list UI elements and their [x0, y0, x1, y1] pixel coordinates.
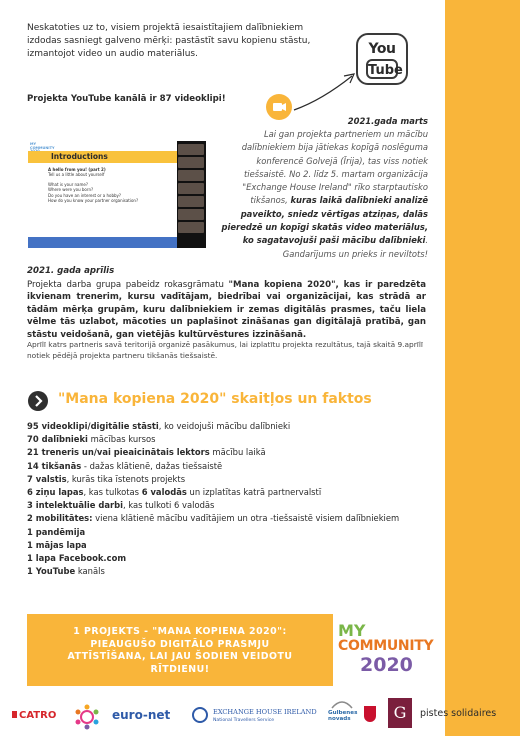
fact-item: 14 tikšanās - dažas klātienē, dažas tiešsaistē [27, 460, 223, 471]
euro-net-logo: euro-net [112, 708, 171, 722]
participant-thumbnail [178, 183, 204, 194]
chevron-right-icon [28, 391, 48, 411]
video-call-screenshot [28, 141, 206, 248]
youtube-logo-you: You [368, 41, 396, 57]
march-date: 2021.gada marts [347, 116, 428, 126]
slide-line-1: A hello from you! (part 2) [48, 167, 106, 172]
fact-item: 70 dalībnieki mācības kursos [27, 434, 156, 445]
curved-arrow-icon [292, 70, 364, 112]
participant-thumbnail [178, 209, 204, 220]
fact-item: 1 YouTube kanāls [27, 566, 105, 577]
my-community-2020-logo: MY COMMUNITY 2020 [338, 621, 434, 676]
slide-footer-strip [28, 237, 177, 248]
slide-body [48, 167, 173, 203]
intro-paragraph: Neskatoties uz to, visiem projektā iesaistītajiem dalībniekiem izdodas sasniegt galveno mērķi: pastāstīt savu kopienu stāstu, izmantojot video un audio materiālus. [27, 23, 311, 59]
fact-item: 1 pandēmija [27, 526, 86, 537]
g-emblem-logo: G [388, 698, 412, 728]
march-text-start: Lai gan projekta partneriem un mācību dalībniekiem bija jātiekas kopīgā noslēguma konferencē Golvejā (Īrija), tas viss notiek tiešsaistē. No 2. līdz 5. martam organizācija "Exchange House Ireland" rīko starptautisko tikšanos, [241, 129, 428, 206]
slide-logo: MY COMMUNITY [30, 142, 55, 150]
slide-bullet: Do you have an interest or a hobby? [48, 192, 122, 198]
april-text-start: Projekta darba grupa pabeidz rokasgrāmatu [27, 280, 229, 290]
april-note: Aprīlī katrs partneris savā teritorijā organizē pasākumus, lai izplatītu projekta rezultātus, tajā skaitā 9.aprīlī notiek pēdējā projekta partneru tikšanās tiešsaistē. [27, 340, 423, 360]
participant-thumbnails [178, 144, 204, 235]
pistes-solidaires-logo: pistes solidaires [420, 708, 497, 719]
project-banner [27, 614, 333, 686]
participant-thumbnail [178, 157, 204, 168]
fact-item: 21 treneris un/vai pieaicinātais lektors mācību laikā [27, 447, 266, 458]
april-paragraph [27, 279, 426, 341]
slide-bullet: How do you know your partner organisation? [48, 198, 139, 204]
fact-item: 3 intelektuālie darbi, kas tulkoti 6 valodās [27, 500, 215, 511]
youtube-count-heading: Projekta YouTube kanālā ir 87 videoklipi! [27, 94, 226, 104]
section-title: "Mana kopiena 2020" skaitļos un faktos [58, 391, 372, 407]
side-accent-bar [445, 0, 520, 736]
facts-list [27, 420, 447, 578]
community-center-logo [70, 700, 104, 736]
april-text-bold: "Mana kopiena 2020", kas ir paredzēta ikvienam trenerim, kursu vadītājam, biedrībai vai organizācijai, kas strādā ar tādām mērķa grupām, kuru dalībniekiem ir zemas digitālās prasmes, taču liela vēlme tās uzlabot, mācoties un paplašinot zināšanas gan digitālajā pratībā, gan stāstu veidošanā, gan vietējās kultūrvēstures izzināšanā. [27, 280, 426, 340]
gulbenes-novads-logo: Gulbenes novads [328, 698, 378, 732]
participant-thumbnail [178, 196, 204, 207]
catro-logo: CATRO [12, 710, 56, 721]
slide-bullet: What is your name? [48, 181, 88, 187]
fact-item: 6 ziņu lapas, kas tulkotas 6 valodās un izplatītas katrā partnervalstī [27, 487, 322, 498]
presentation-slide [28, 141, 177, 248]
march-paragraph [215, 128, 428, 261]
march-text-end: . Gandarījums un prieks ir neviltots! [282, 235, 428, 259]
partner-logos: CATRO euro-net EXCHANGE HOUSE IRELAND National Travellers Service Gulbenes novads G pistes solidaires [0, 698, 520, 734]
slide-bullet: Where were you born? [48, 187, 94, 193]
banner-text: 1 PROJEKTS - "MANA KOPIENA 2020": PIEAUGUŠO DIGITĀLO PRASMJU ATTĪSTĪŠANA, LAI JAU ŠODIEN VEIDOTU RĪTDIENU! [67, 626, 293, 675]
march-text-bold: kuras laikā dalībnieki analizē paveikto, sniedz vērtīgas atziņas, dalās pieredzē un kopīgi skatās video materiālus, ko sagatavojuši paši mācību dalībnieki [221, 195, 428, 246]
fact-item: 7 valstis, kurās tika īstenots projekts [27, 473, 186, 484]
april-date: 2021. gada aprīlis [27, 266, 115, 276]
youtube-logo-tube: Tube [366, 59, 398, 79]
slide-line-2: Tell us a little about yourself [48, 172, 105, 178]
fact-item: 1 mājas lapa [27, 539, 87, 550]
fact-item: 95 videoklipi/digitālie stāsti, ko veidojuši mācību dalībnieki [27, 421, 291, 431]
participant-thumbnail [178, 222, 204, 233]
slide-title: Introductions [51, 152, 108, 161]
fact-item: 1 lapa Facebook.com [27, 553, 127, 564]
fact-item: 2 mobilitātes: viena klātienē mācību vadītājiem un otra -tiešsaistē visiem dalībniekiem [27, 513, 400, 524]
participant-thumbnail [178, 170, 204, 181]
participant-thumbnail [178, 144, 204, 155]
